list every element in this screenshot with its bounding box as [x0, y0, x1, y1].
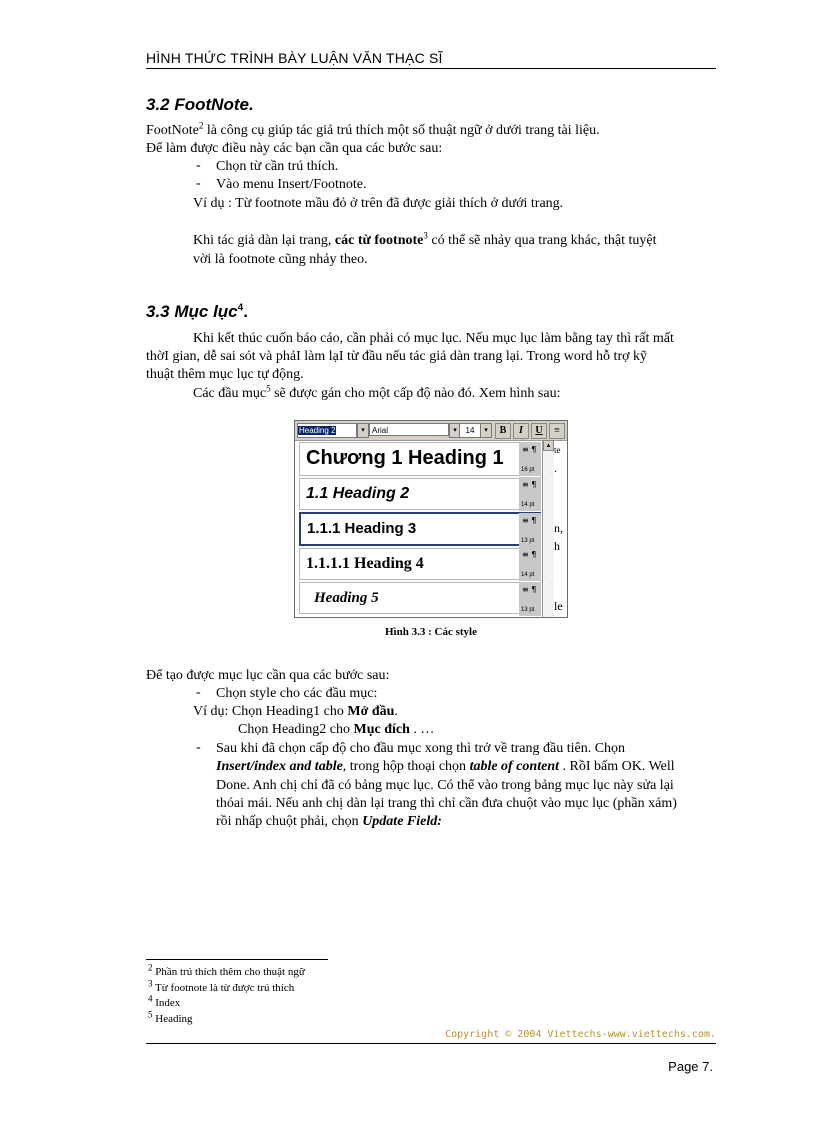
footnote-text: Phần trú thích thêm cho thuật ngữ — [152, 966, 305, 978]
doc-peek-text: le — [554, 599, 563, 613]
section-33-p1-line2: thờI gian, dễ sai sót và phảI làm lạI từ đầu nếu tác giả dàn trang lại. Trong word hỗ trợ kỹ — [146, 349, 648, 364]
dialog-option: table of content — [469, 759, 559, 774]
footnote-2 — [148, 962, 305, 979]
page-header-title: HÌNH THỨC TRÌNH BÀY LUẬN VĂN THẠC SĨ — [146, 50, 443, 66]
style-row-heading-4[interactable] — [299, 548, 541, 580]
bullet-dash: - — [196, 176, 201, 191]
example-text-b: . — [394, 704, 398, 719]
footnote-number: 3 — [148, 978, 153, 989]
doc-peek-text: h — [554, 539, 560, 553]
copyright-notice: Copyright © 2004 Viettechs-www.viettechs.com. — [445, 1029, 716, 1040]
footnote-number: 2 — [148, 962, 153, 973]
style-size-label: 14 pt — [521, 572, 535, 578]
style-meta-3 — [519, 513, 541, 547]
footnote-number: 5 — [148, 1009, 153, 1020]
step-2-text-a: , trong hộp thoại chọn — [342, 759, 470, 774]
p2-text-a: Các đầu mục — [193, 386, 267, 401]
section-32-p3 — [193, 232, 656, 250]
style-row-label: 1.1.1.1 Heading 4 — [306, 555, 424, 572]
footnote-5 — [148, 1009, 193, 1026]
style-meta-2 — [519, 477, 541, 511]
page-number: Page 7. — [668, 1059, 713, 1074]
footnote-3 — [148, 978, 295, 995]
footnote-text: Heading — [152, 1013, 193, 1025]
footnote-separator — [146, 959, 328, 960]
section-33-p1-line1: Khi kết thúc cuốn báo cáo, cần phải có mục lục. Nếu mục lục làm bằng tay thì rất mất — [193, 331, 674, 346]
footnote-ref-4[interactable]: 4 — [237, 302, 244, 314]
step-1: Chọn style cho các đầu mục: — [216, 686, 378, 701]
paragraph-icon: ≡ ¶ — [522, 480, 537, 489]
font-size-combobox[interactable]: 14 — [459, 423, 481, 438]
font-combobox[interactable]: Arial — [369, 423, 449, 436]
step-2-line-3: Done. Anh chị chỉ đã có bảng mục lục. Có thể vào trong bảng mục lục này sửa lại — [216, 778, 674, 793]
bold-button[interactable]: B — [495, 423, 511, 439]
step-2-text-b: . RồI bấm OK. Well — [559, 759, 675, 774]
bullet-dash: - — [196, 740, 201, 755]
figure-caption: Hình 3.3 : Các style — [385, 626, 477, 638]
style-meta-4 — [519, 547, 541, 581]
step-1-example-2 — [238, 721, 434, 739]
footnote-text: Index — [152, 997, 181, 1009]
heading-text: 3.3 Mục lục — [146, 302, 238, 321]
style-value: Heading 2 — [299, 426, 336, 435]
p2-text-b: sẽ được gán cho một cấp độ nào đó. Xem hình sau: — [270, 386, 561, 401]
footnote-ref-2[interactable]: 2 — [198, 120, 204, 131]
step-2-line-5 — [216, 813, 442, 831]
example2-bold: Mục đích — [353, 722, 410, 737]
doc-peek-text: . — [554, 461, 557, 475]
p3-text-a: Khi tác giả dàn lại trang, — [193, 233, 335, 248]
style-row-heading-5[interactable] — [299, 582, 541, 614]
section-32-example: Ví dụ : Từ footnote mầu đỏ ở trên đã được giải thích ở dưới trang. — [193, 196, 564, 211]
section-32-p1 — [146, 122, 600, 140]
example2-text-b: . … — [409, 722, 435, 737]
style-row-label: Chương 1 Heading 1 — [306, 447, 504, 469]
footnote-ref-5[interactable]: 5 — [266, 383, 271, 394]
doc-peek-text: te — [554, 445, 561, 455]
section-33-heading — [146, 302, 248, 322]
menu-path: Insert/index and table — [216, 759, 343, 774]
section-32-bullet-2: Vào menu Insert/Footnote. — [216, 177, 367, 192]
bullet-dash: - — [196, 685, 201, 700]
p3-bold: các từ footnote — [334, 233, 424, 248]
paragraph-icon: ≡ ¶ — [522, 550, 537, 559]
step-2-line-4: thóai mái. Nếu anh chị dàn lại trang thì chỉ cần đưa chuột vào mục lục (phần xám) — [216, 796, 677, 811]
step-1-example-1 — [193, 703, 398, 721]
style-combobox[interactable] — [297, 423, 357, 438]
example-bold: Mở đầu — [347, 704, 395, 719]
style-meta-1 — [519, 442, 541, 476]
font-dropdown-icon[interactable]: ▾ — [449, 423, 461, 438]
underline-button[interactable]: U — [531, 423, 547, 439]
header-rule — [146, 68, 716, 69]
step-2-line-1: Sau khi đã chọn cấp độ cho đầu mục xong thì trở về trang đầu tiên. Chọn — [216, 741, 626, 756]
styles-figure — [294, 420, 568, 618]
footnote-ref-3[interactable]: 3 — [423, 230, 428, 241]
section-33-p1-line3: thuật thêm mục lục tự động. — [146, 367, 304, 382]
example-text-a: Ví dụ: Chọn Heading1 cho — [193, 704, 348, 719]
p3-text-b: có thể sẽ nhảy qua trang khác, thật tuyệt — [427, 233, 657, 248]
step-2-line-2 — [216, 758, 675, 776]
align-icon[interactable]: ≡ — [549, 423, 565, 439]
section-32-bullet-1: Chọn từ cần trú thích. — [216, 159, 339, 174]
section-32-p3-line2: vời là footnote cũng nhảy theo. — [193, 252, 368, 267]
style-list-scrollbar[interactable] — [542, 440, 554, 618]
heading-period: . — [243, 302, 248, 321]
footnote-number: 4 — [148, 993, 153, 1004]
section-32-p2: Để làm được điều này các bạn cần qua các bước sau: — [146, 141, 443, 156]
section-32-heading: 3.2 FootNote. — [146, 95, 254, 114]
style-meta-5 — [519, 582, 541, 616]
paragraph-icon: ≡ ¶ — [522, 516, 537, 525]
footnote-text: Từ footnote là từ được trú thích — [152, 982, 295, 994]
style-size-label: 14 pt — [521, 502, 535, 508]
style-row-heading-2[interactable] — [299, 478, 541, 510]
style-size-label: 16 pt — [521, 467, 535, 473]
scroll-up-icon[interactable]: ▲ — [543, 440, 554, 451]
footer-rule — [146, 1043, 716, 1044]
style-row-label: 1.1.1 Heading 3 — [307, 520, 417, 537]
section-33-p2 — [193, 385, 560, 403]
p1-text-a: FootNote — [146, 123, 199, 138]
p1-text-b: là công cụ giúp tác giả trú thích một số thuật ngữ ở dưới trang tài liệu. — [203, 123, 600, 138]
step-2-text-c: rồi nhấp chuột phải, chọn — [216, 814, 363, 829]
footnote-4 — [148, 993, 181, 1010]
style-row-label: Heading 5 — [314, 590, 379, 606]
size-dropdown-icon[interactable]: ▾ — [480, 423, 492, 438]
style-row-heading-1[interactable] — [299, 442, 541, 476]
style-row-label: 1.1 Heading 2 — [306, 485, 410, 502]
paragraph-icon: ≡ ¶ — [522, 445, 537, 454]
doc-peek-text: n, — [554, 521, 563, 535]
paragraph-icon: ≡ ¶ — [522, 585, 537, 594]
italic-button[interactable]: I — [513, 423, 529, 439]
formatting-toolbar — [295, 421, 567, 441]
example2-text-a: Chọn Heading2 cho — [238, 722, 354, 737]
style-dropdown-icon[interactable]: ▾ — [357, 423, 369, 438]
style-size-label: 13 pt — [521, 538, 535, 544]
update-field-label: Update Field: — [362, 814, 442, 829]
style-size-label: 13 pt — [521, 607, 535, 613]
steps-intro: Để tạo được mục lục cần qua các bước sau: — [146, 668, 390, 683]
style-row-heading-3[interactable] — [299, 512, 541, 546]
bullet-dash: - — [196, 158, 201, 173]
